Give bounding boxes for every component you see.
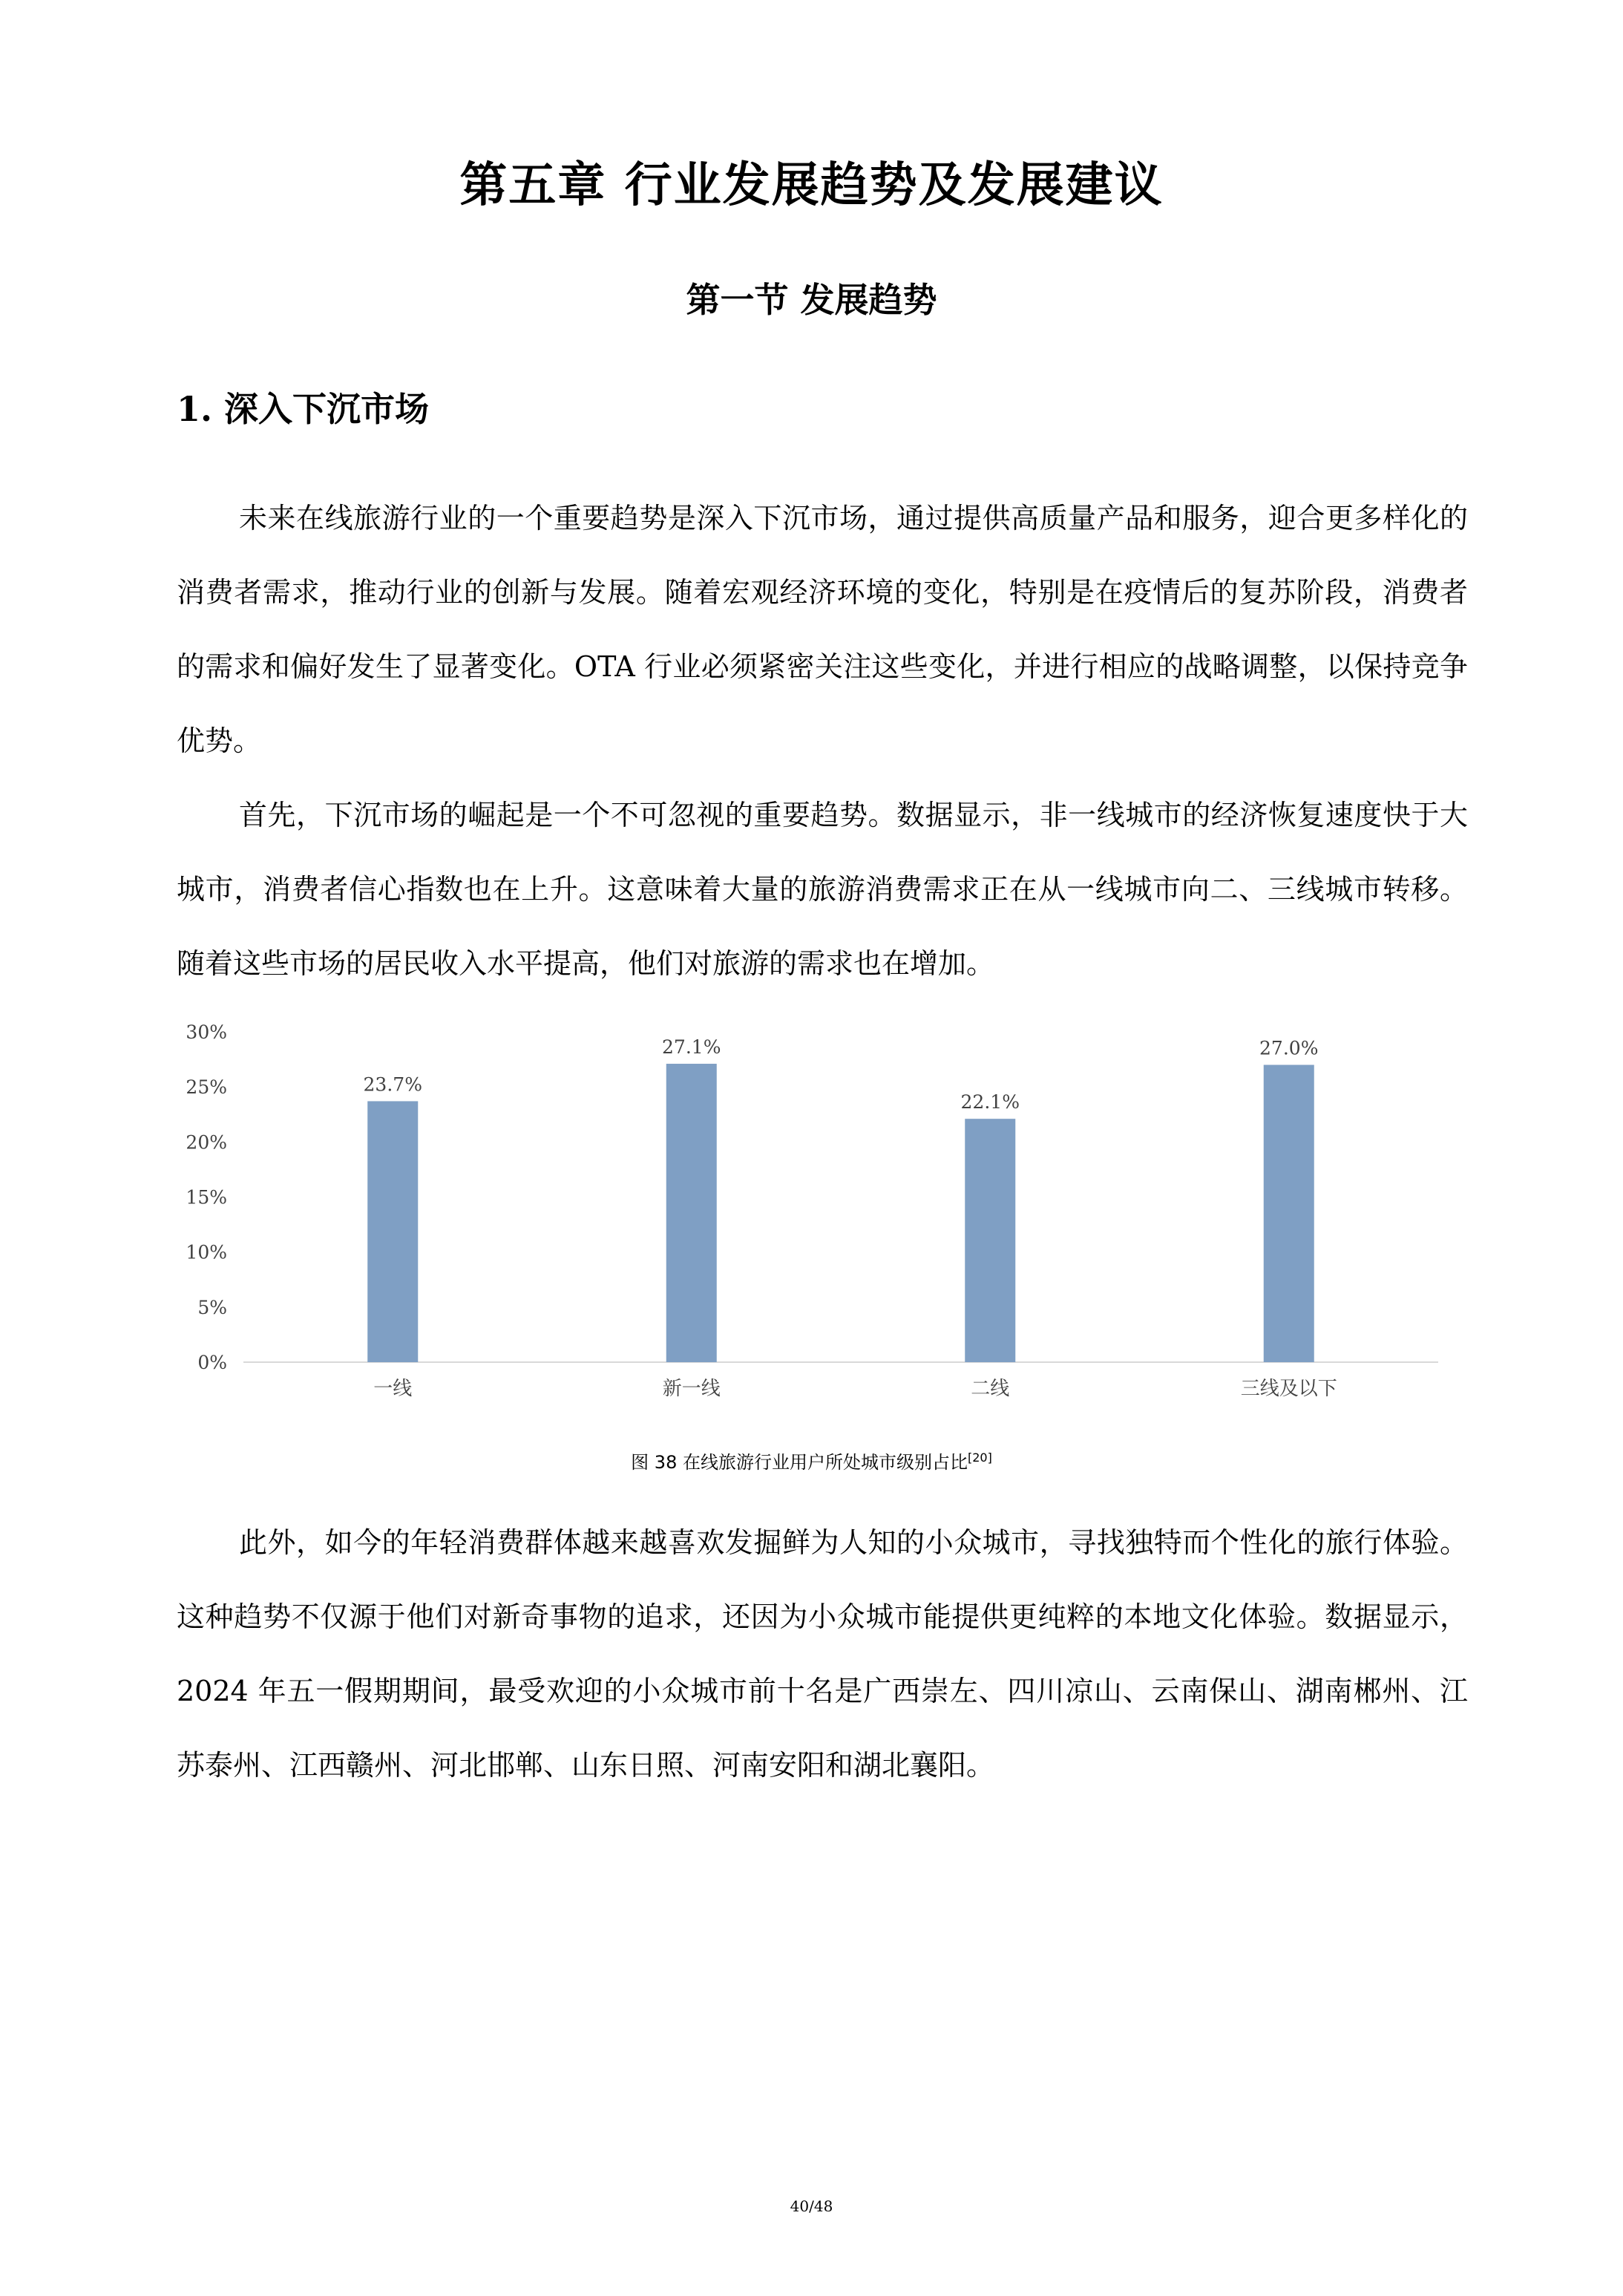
paragraph: 未来在线旅游行业的一个重要趋势是深入下沉市场，通过提供高质量产品和服务，迎合更多样化的消费者需求，推动行业的创新与发展。随着宏观经济环境的变化，特别是在疫情后的复苏阶段，消费者的需求和偏好发生了显著变化。OTA 行业必须紧密关注这些变化，并进行相应的战略调整，以保持竞争优势。 bbox=[177, 502, 1468, 757]
y-tick-label: 20% bbox=[186, 1131, 227, 1154]
x-tick-label: 一线 bbox=[373, 1378, 413, 1400]
bar bbox=[367, 1101, 418, 1362]
chapter-title: 第五章 行业发展趋势及发展建议 bbox=[459, 157, 1164, 213]
figure-caption bbox=[0, 1448, 1623, 1474]
y-tick-label: 25% bbox=[186, 1076, 227, 1099]
bar bbox=[965, 1119, 1015, 1362]
page-number: 40/48 bbox=[790, 2197, 833, 2215]
bar-chart bbox=[177, 1002, 1460, 1418]
x-tick-label: 新一线 bbox=[662, 1378, 721, 1400]
bar bbox=[666, 1064, 717, 1362]
figure-reference: [20] bbox=[967, 1450, 992, 1465]
subheading: 1. 深入下沉市场 bbox=[177, 389, 430, 429]
x-tick-label: 三线及以下 bbox=[1240, 1378, 1337, 1400]
data-label: 23.7% bbox=[363, 1073, 422, 1096]
paragraph: 首先，下沉市场的崛起是一个不可忽视的重要趋势。数据显示，非一线城市的经济恢复速度快于大城市，消费者信心指数也在上升。这意味着大量的旅游消费需求正在从一线城市向二、三线城市转移。随着这些市场的居民收入水平提高，他们对旅游的需求也在增加。 bbox=[177, 799, 1468, 980]
y-tick-label: 0% bbox=[197, 1352, 227, 1373]
y-tick-label: 5% bbox=[197, 1296, 227, 1318]
data-label: 27.1% bbox=[662, 1036, 721, 1059]
y-tick-label: 30% bbox=[186, 1021, 227, 1043]
figure-caption-text: 图 38 在线旅游行业用户所处城市级别占比 bbox=[631, 1452, 968, 1473]
y-tick-label: 15% bbox=[186, 1186, 227, 1208]
section-title: 第一节 发展趋势 bbox=[686, 280, 937, 320]
y-tick-label: 10% bbox=[186, 1241, 227, 1263]
data-label: 22.1% bbox=[960, 1091, 1020, 1113]
x-tick-label: 二线 bbox=[971, 1378, 1010, 1400]
data-label: 27.0% bbox=[1259, 1037, 1319, 1059]
paragraph: 此外，如今的年轻消费群体越来越喜欢发掘鲜为人知的小众城市，寻找独特而个性化的旅行体验。这种趋势不仅源于他们对新奇事物的追求，还因为小众城市能提供更纯粹的本地文化体验。数据显示，2024 年五一假期期间，最受欢迎的小众城市前十名是广西崇左、四川凉山、云南保山、湖南郴州、江苏泰州、江西赣州、河北邯郸、山东日照、河南安阳和湖北襄阳。 bbox=[177, 1526, 1468, 1782]
bar bbox=[1264, 1065, 1314, 1363]
